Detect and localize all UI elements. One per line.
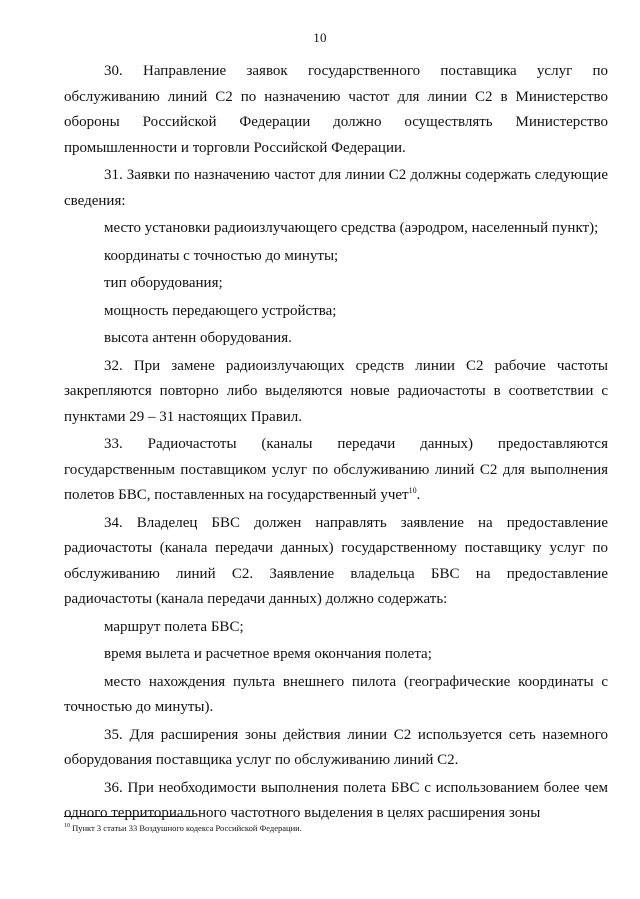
list-item-pilot-console-location: место нахождения пульта внешнего пилота (географические координаты с точностью до минуты). — [64, 673, 608, 715]
footnote-number: 10 — [64, 823, 70, 830]
paragraph-33 — [64, 432, 608, 509]
page-number: 10 — [313, 30, 327, 45]
list-item-coordinates: координаты с точностью до минуты; — [104, 247, 339, 264]
footnote-separator — [64, 816, 192, 817]
paragraph-30: 30. Направление заявок государственного поставщика услуг по обслуживанию линий С2 по назначению частот для линии С2 в Министерство обороны Российской Федерации должно осуществлять Министерство промышленности и торговли Российской Федерации. — [64, 63, 608, 156]
paragraph-35: 35. Для расширения зоны действия линии С2 используется сеть наземного оборудования поставщика услуг по обслуживанию линий С2. — [64, 726, 608, 768]
footnote-reference[interactable]: 10 — [408, 486, 417, 495]
paragraph-32: 32. При замене радиоизлучающих средств линии С2 рабочие частоты закрепляются повторно либо выделяются новые радиочастоты в соответствии с пунктами 29 – 31 настоящих Правил. — [64, 357, 608, 425]
paragraph-34: 34. Владелец БВС должен направлять заявление на предоставление радиочастоты (канала передачи данных) государственному поставщику услуг по обслуживанию линий С2. Заявление владельца БВС на предоставление радиочастоты (канала передачи данных) должно содержать: — [64, 514, 608, 607]
footnote-text: Пункт 3 статьи 33 Воздушного кодекса Российской Федерации. — [70, 823, 302, 833]
document-body — [64, 59, 608, 829]
list-item-antenna-height: высота антенн оборудования. — [104, 330, 292, 346]
paragraph-31: 31. Заявки по назначению частот для линии С2 должны содержать следующие сведения: — [64, 167, 608, 209]
paragraph-33-tail: . — [416, 487, 421, 503]
list-item-flight-route: маршрут полета БВС; — [104, 618, 244, 635]
paragraph-36: 36. При необходимости выполнения полета БВС с использованием более чем одного территориального частотного выделения в целях расширения зоны — [64, 779, 608, 821]
list-item-installation-site: место установки радиоизлучающего средства (аэродром, населенный пункт); — [104, 220, 599, 236]
list-item-equipment-type: тип оборудования; — [104, 275, 223, 291]
list-item-transmitter-power: мощность передающего устройства; — [104, 302, 337, 319]
list-item-departure-time: время вылета и расчетное время окончания полета; — [104, 646, 432, 662]
footnote — [64, 822, 608, 834]
paragraph-33-text: 33. Радиочастоты (каналы передачи данных) предоставляются государственным поставщиком услуг по обслуживанию линий С2 для выполнения полетов БВС, поставленных на государственный учет — [64, 436, 608, 503]
